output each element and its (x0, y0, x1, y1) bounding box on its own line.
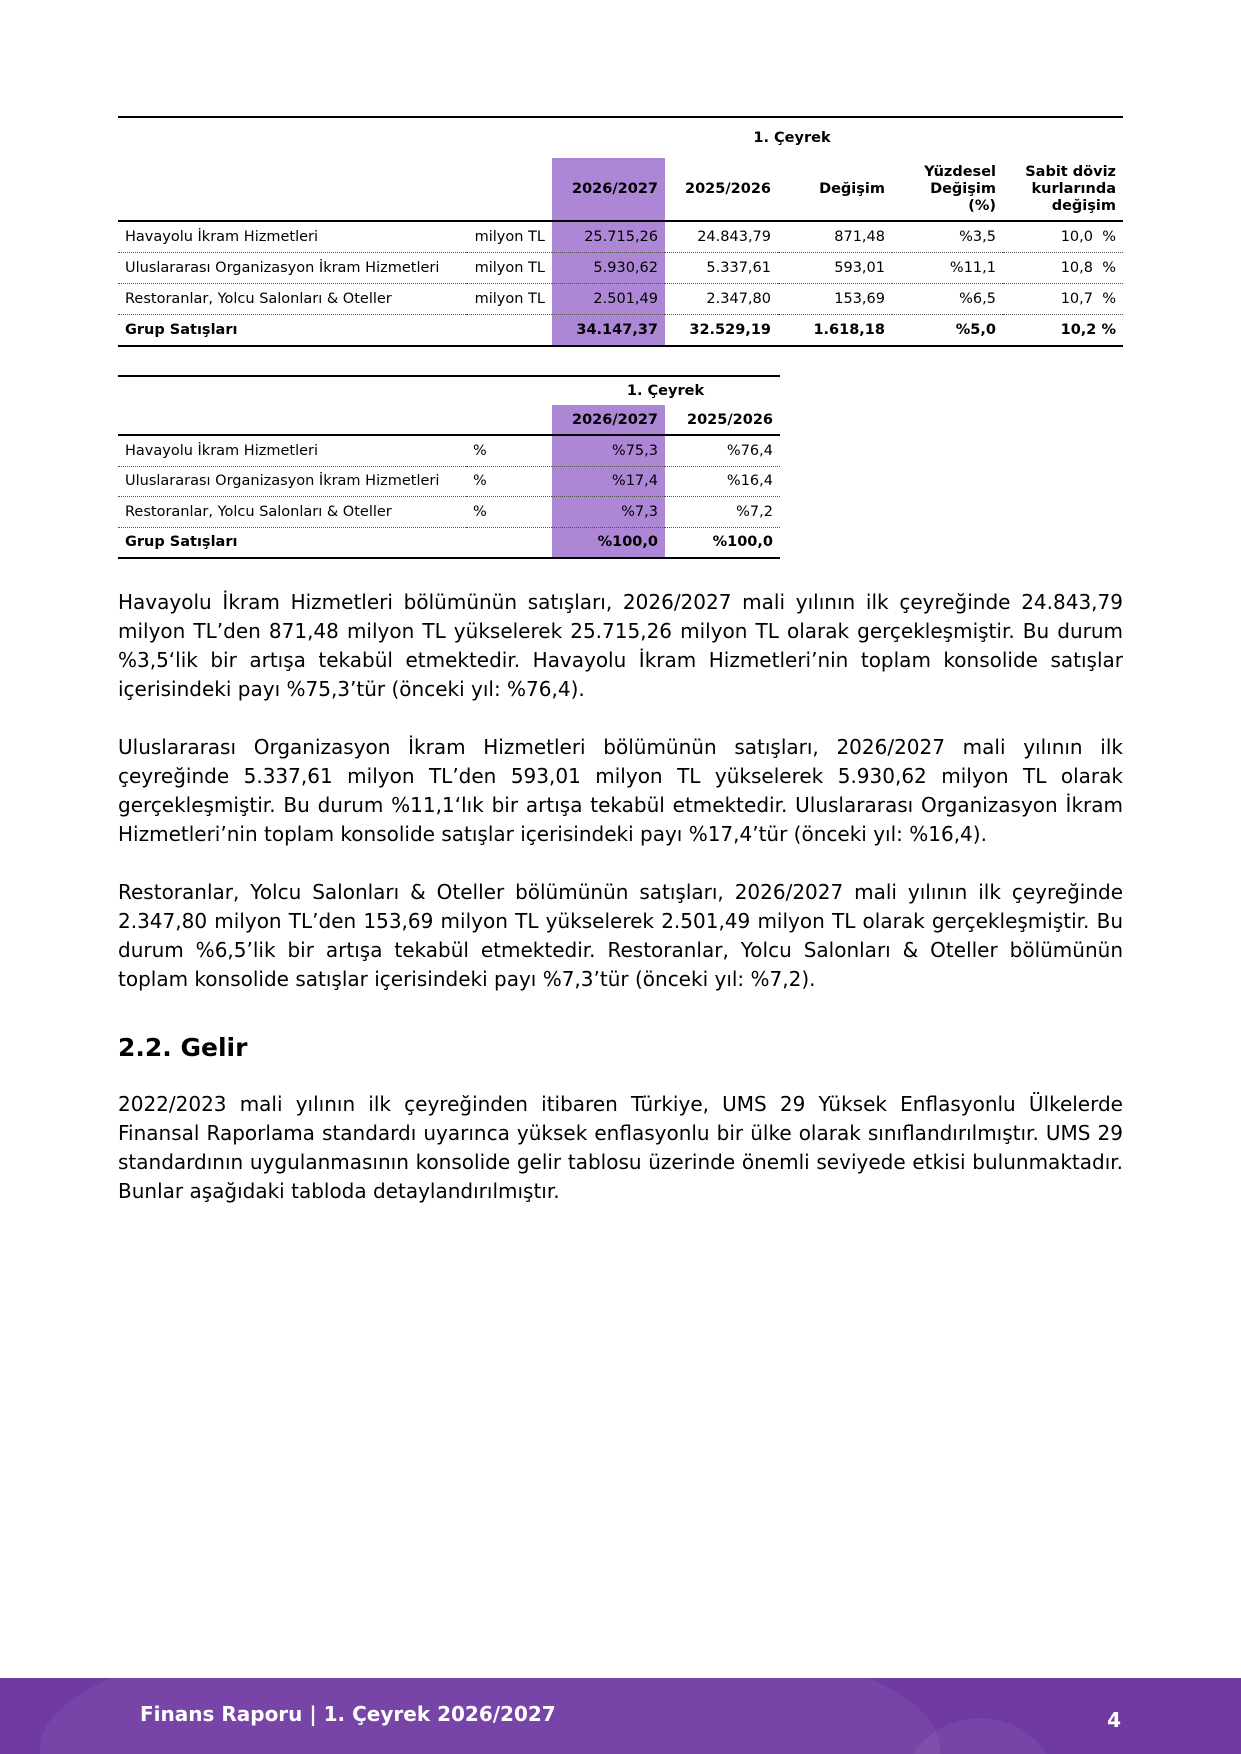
paragraph-airline-catering: Havayolu İkram Hizmetleri bölümünün satışları, 2026/2027 mali yılının ilk çeyreğinde 24.843,79 milyon TL’den 871,48 milyon TL yükselerek 25.715,26 milyon TL olarak gerçekleşmiştir. Bu durum %3,5‘lik bir artışa tekabül etmektedir. Havayolu İkram Hizmetleri’nin toplam konsolide satışlar içerisindeki payı %75,3’tür (önceki yıl: %76,4). (118, 590, 1123, 701)
header-fx-change: Sabit döviz kurlarında değişim (1003, 158, 1123, 221)
table-row: Restoranlar, Yolcu Salonları & Oteller milyon TL 2.501,49 2.347,80 153,69 %6,5 10,7 % (118, 284, 1123, 315)
header-2025: 2025/2026 (665, 158, 778, 221)
table-row: Uluslararası Organizasyon İkram Hizmetleri milyon TL 5.930,62 5.337,61 593,01 %11,1 10,8 % (118, 253, 1123, 284)
table-row: Havayolu İkram Hizmetleri % %75,3 %76,4 (118, 435, 780, 466)
header-2025: 2025/2026 (665, 405, 780, 435)
header-2026: 2026/2027 (552, 405, 665, 435)
table-row: Havayolu İkram Hizmetleri milyon TL 25.715,26 24.843,79 871,48 %3,5 10,0 % (118, 221, 1123, 253)
table-row: Uluslararası Organizasyon İkram Hizmetleri % %17,4 %16,4 (118, 466, 780, 497)
total-row: Grup Satışları %100,0 %100,0 (118, 527, 780, 558)
segment-sales-table (118, 116, 1123, 347)
table-row: Restoranlar, Yolcu Salonları & Oteller % %7,3 %7,2 (118, 497, 780, 528)
header-change: Değişim (778, 158, 892, 221)
segment-share-table (118, 375, 780, 559)
paragraph-restaurants: Restoranlar, Yolcu Salonları & Oteller bölümünün satışları, 2026/2027 mali yılının ilk çeyreğinde 2.347,80 milyon TL’den 153,69 milyon TL yükselerek 2.501,49 milyon TL olarak gerçekleşmiştir. Bu durum %6,5’lik bir artışa tekabül etmektedir. Restoranlar, Yolcu Salonları & Oteller bölümünün toplam konsolide satışlar içerisindeki payı %7,3’tür (önceki yıl: %7,2). (118, 880, 1123, 991)
footer-title: Finans Raporu | 1. Çeyrek 2026/2027 (140, 1702, 556, 1726)
quarter-label: 1. Çeyrek (626, 383, 705, 399)
paragraph-income: 2022/2023 mali yılının ilk çeyreğinden itibaren Türkiye, UMS 29 Yüksek Enflasyonlu Ülkelerde Finansal Raporlama standardı uyarınca yüksek enflasyonlu bir ülke olarak sınıflandırılmıştır. UMS 29 standardının uygulanmasının konsolide gelir tablosu üzerinde önemli seviyede etkisi bulunmaktadır. Bunlar aşağıdaki tabloda detaylandırılmıştır. (118, 1092, 1123, 1203)
total-row: Grup Satışları 34.147,37 32.529,19 1.618,18 %5,0 10,2 % (118, 315, 1123, 347)
page-footer (0, 1678, 1241, 1754)
header-2026: 2026/2027 (552, 158, 665, 221)
page-number: 4 (1107, 1708, 1121, 1732)
section-heading: 2.2. Gelir (118, 1033, 248, 1062)
paragraph-international-catering: Uluslararası Organizasyon İkram Hizmetleri bölümünün satışları, 2026/2027 mali yılının ilk çeyreğinde 5.337,61 milyon TL’den 593,01 milyon TL yükselerek 5.930,62 milyon TL olarak gerçekleşmiştir. Bu durum %11,1‘lık bir artışa tekabül etmektedir. Uluslararası Organizasyon İkram Hizmetleri’nin toplam konsolide satışlar içerisindeki payı %17,4’tür (önceki yıl: %16,4). (118, 735, 1123, 846)
header-pct-change: Yüzdesel Değişim (%) (892, 158, 1003, 221)
quarter-label: 1. Çeyrek (753, 130, 831, 146)
